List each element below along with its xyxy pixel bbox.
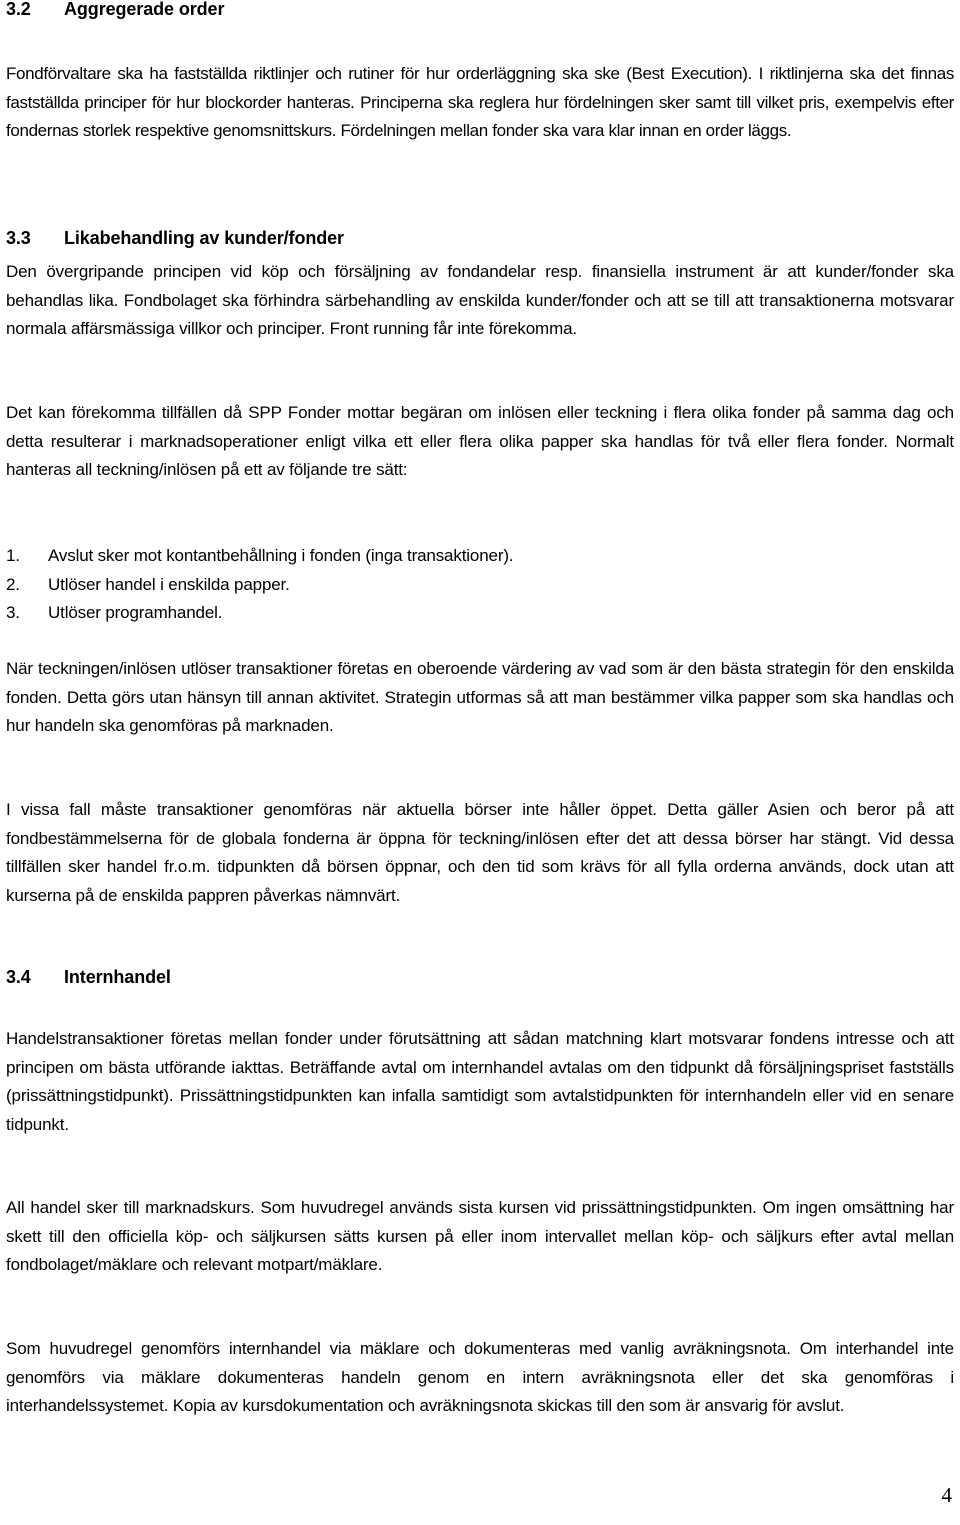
section-number: 3.2 xyxy=(6,0,31,19)
paragraph-equal-treatment: Den övergripande principen vid köp och försäljning av fondandelar resp. finansiella instrument är att kunder/fonder ska behandlas lika. Fondbolaget ska förhindra särbehandling av enskilda kunder/fonder och att se till att transaktionerna motsvarar normala affärsmässiga villkor och principer. Front running får inte förekomma. xyxy=(6,262,954,338)
section-title: Internhandel xyxy=(64,967,171,987)
section-title: Likabehandling av kunder/fonder xyxy=(64,228,344,248)
paragraph-internal-trading: Handelstransaktioner företas mellan fonder under förutsättning att sådan matchning klart motsvarar fondens intresse och att principen om bästa utförande iakttas. Beträffande avtal om internhandel avtalas om den tidpunkt då försäljningspriset fastställs (prissättningstidpunkt). Prissättningstidpunkten kan infalla samtidigt som avtalstidpunkten för internhandeln eller vid en senare tidpunkt. xyxy=(6,1029,954,1134)
section-number: 3.4 xyxy=(6,967,31,987)
list-item: 3. Utlöser programhandel. xyxy=(6,603,223,622)
section-title: Aggregerade order xyxy=(64,0,225,19)
paragraph-closed-exchanges: I vissa fall måste transaktioner genomföras när aktuella börser inte håller öppet. Detta gäller Asien och beror på att fondbestämmelserna för de globala fonderna är öppna för teckning/inlösen efter det att dessa börser har stängt. Vid dessa tillfällen sker handel fr.o.m. tidpunkten då börsen öppnar, och den tid som krävs för all fylla orderna används, dock utan att kurserna på de enskilda pappren påverkas nämnvärt. xyxy=(6,800,954,905)
page-number: 4 xyxy=(941,1483,952,1507)
section-heading-3-2 xyxy=(6,0,224,21)
paragraph-subscription-redemption: Det kan förekomma tillfällen då SPP Fonder mottar begäran om inlösen eller teckning i flera olika fonder på samma dag och detta resulterar i marknadsoperationer enligt vilka ett eller flera olika papper ska handlas för två eller flera fonder. Normalt hanteras all teckning/inlösen på ett av följande tre sätt: xyxy=(6,403,954,479)
list-item: 1. Avslut sker mot kontantbehållning i fonden (inga transaktioner). xyxy=(6,546,514,565)
paragraph-valuation-strategy: När teckningen/inlösen utlöser transaktioner företas en oberoende värdering av vad som är den bästa strategin för den enskilda fonden. Detta görs utan hänsyn till annan aktivitet. Strategin utformas så att man bestämmer vilka papper som ska handlas och hur handeln ska genomföras på marknaden. xyxy=(6,659,954,735)
section-number: 3.3 xyxy=(6,228,31,248)
section-heading-3-3 xyxy=(6,226,344,250)
paragraph-aggregated-orders: Fondförvaltare ska ha fastställda riktlinjer och rutiner för hur orderläggning ska ske (Best Execution). I riktlinjerna ska det finnas fastställda principer för hur blockorder hanteras. Principerna ska reglera hur fördelningen sker samt till vilket pris, exempelvis efter fondernas storlek respektive genomsnittskurs. Fördelningen mellan fonder ska vara klar innan en order läggs. xyxy=(6,64,954,140)
list-item: 2. Utlöser handel i enskilda papper. xyxy=(6,574,290,594)
section-heading-3-4 xyxy=(6,965,171,989)
paragraph-documentation: Som huvudregel genomförs internhandel via mäklare och dokumenteras med vanlig avräkningsnota. Om interhandel inte genomförs via mäklare dokumenteras handeln genom en intern avräkningsnota eller det ska genomföras i interhandelssystemet. Kopia av kursdokumentation och avräkningsnota skickas till den som är ansvarig för avslut. xyxy=(6,1339,954,1415)
paragraph-market-price: All handel sker till marknadskurs. Som huvudregel används sista kursen vid prissättningstidpunkten. Om ingen omsättning har skett till den officiella köp- och säljkursen sätts kursen på eller inom intervallet mellan köp- och säljkurs efter avtal mellan fondbolaget/mäklare och relevant motpart/mäklare. xyxy=(6,1198,954,1274)
handling-methods-list xyxy=(6,542,906,628)
